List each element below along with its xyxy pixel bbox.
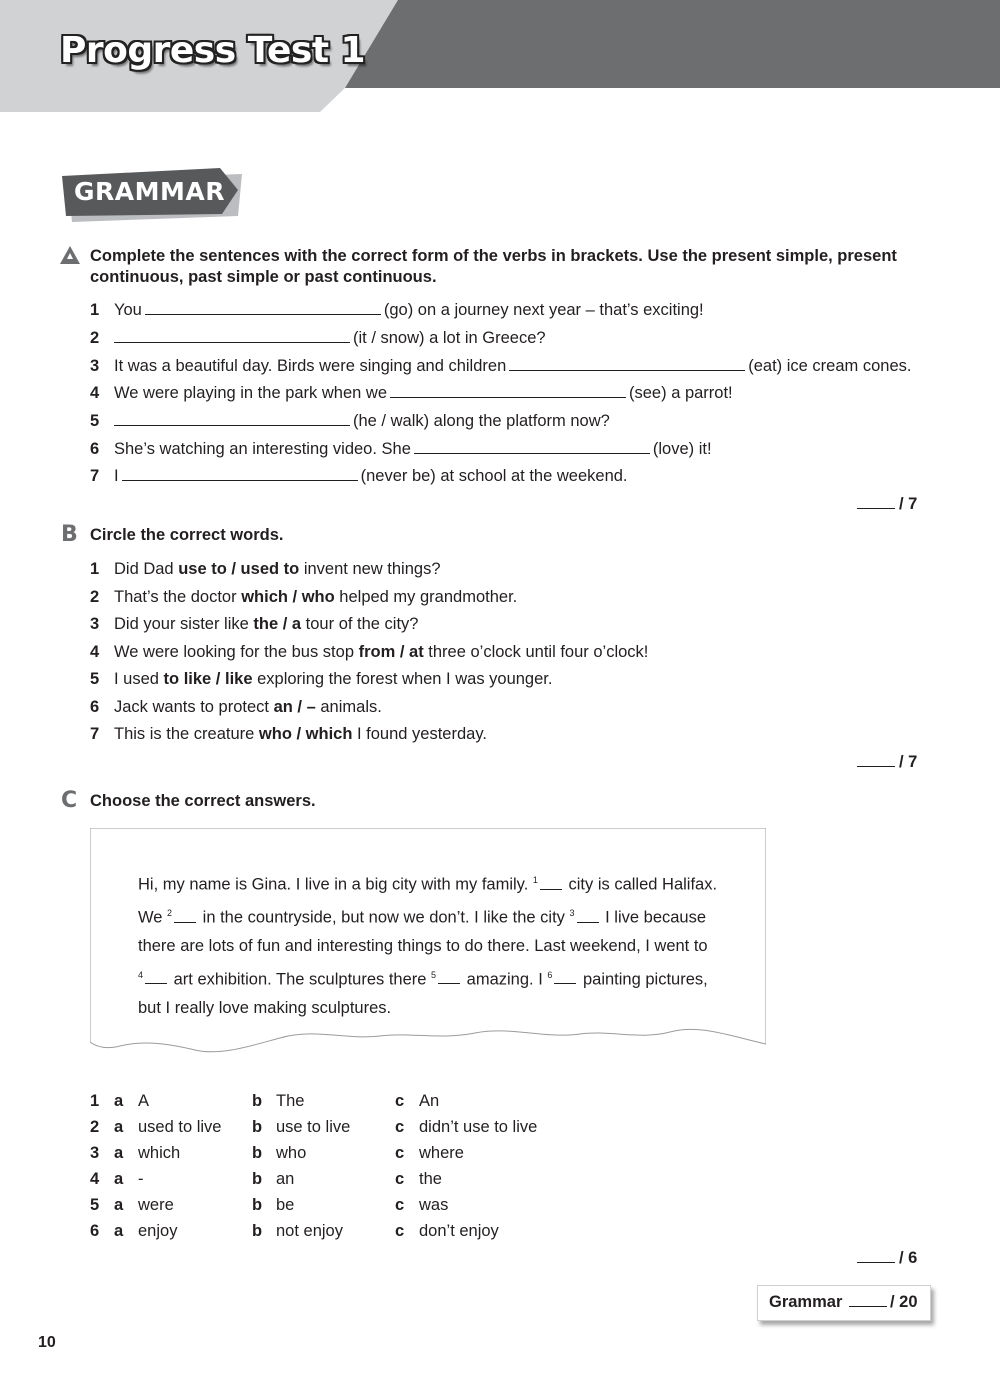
a-item-1: 1 You (go) on a journey next year – that’s exciting! — [90, 301, 704, 319]
option-c[interactable]: was — [419, 1196, 449, 1214]
answer-blank[interactable] — [114, 412, 350, 426]
answer-blank[interactable] — [122, 467, 358, 481]
a-item-2: 2 (it / snow) a lot in Greece? — [90, 329, 546, 347]
answer-blank[interactable] — [414, 440, 650, 454]
choice-options[interactable]: use to / used to — [178, 560, 300, 578]
c-option-row-2: 2 a used to live b use to live c didn’t use to live — [90, 1118, 538, 1136]
b-item-3: 3 Did your sister like the / a tour of the city? — [90, 615, 419, 633]
score-blank[interactable] — [857, 495, 895, 509]
option-b[interactable]: an — [276, 1170, 295, 1188]
option-a[interactable]: used to live — [138, 1118, 222, 1136]
choice-options[interactable]: who / which — [258, 725, 353, 743]
option-c[interactable]: An — [419, 1092, 440, 1110]
b-item-1: 1 Did Dad use to / used to invent new things? — [90, 560, 441, 578]
a-item-4: 4 We were playing in the park when we (see) a parrot! — [90, 384, 733, 402]
option-a[interactable]: - — [138, 1170, 144, 1188]
b-item-4: 4 We were looking for the bus stop from / at three o’clock until four o’clock! — [90, 643, 649, 661]
c-option-row-1: 1 a A b The c An — [90, 1092, 440, 1110]
option-a[interactable]: which — [138, 1144, 181, 1162]
page-title: Progress Test 1 — [60, 30, 366, 71]
section-c-letter: C — [61, 788, 78, 813]
choice-options[interactable]: which / who — [241, 588, 335, 606]
option-c[interactable]: the — [419, 1170, 442, 1188]
answer-blank[interactable] — [114, 329, 350, 343]
c-option-row-3: 3 a which b who c where — [90, 1144, 464, 1162]
option-b[interactable]: who — [276, 1144, 307, 1162]
option-a[interactable]: A — [138, 1092, 150, 1110]
answer-blank[interactable] — [390, 384, 626, 398]
section-a-instruction: Complete the sentences with the correct form of the verbs in brackets. Use the present simple, present continuous, past simple or past continuous. — [90, 247, 897, 286]
c-option-row-6: 6 a enjoy b not enjoy c don’t enjoy — [90, 1222, 499, 1240]
b-item-7: 7 This is the creature who / which I found yesterday. — [90, 725, 487, 743]
c-option-row-4: 4 a - b an c the — [90, 1170, 442, 1188]
b-item-6: 6 Jack wants to protect an / – animals. — [90, 698, 382, 716]
option-b[interactable]: The — [276, 1092, 305, 1110]
b-item-2: 2 That’s the doctor which / who helped my grandmother. — [90, 588, 518, 606]
a-item-5: 5 (he / walk) along the platform now? — [90, 412, 610, 430]
total-blank[interactable] — [849, 1293, 887, 1307]
section-c-score: / 6 — [857, 1249, 917, 1268]
b-item-5: 5 I used to like / like exploring the forest when I was younger. — [90, 670, 553, 688]
choice-options[interactable]: from / at — [358, 643, 424, 661]
option-b[interactable]: not enjoy — [276, 1222, 343, 1240]
option-b[interactable]: use to live — [276, 1118, 351, 1136]
option-c[interactable]: didn’t use to live — [419, 1118, 538, 1136]
option-a[interactable]: were — [138, 1196, 174, 1214]
choice-options[interactable]: to like / like — [163, 670, 253, 688]
a-item-7: 7 I (never be) at school at the weekend. — [90, 467, 628, 485]
a-item-6: 6 She’s watching an interesting video. She (love) it! — [90, 440, 712, 458]
score-blank[interactable] — [857, 1249, 895, 1263]
answer-blank[interactable] — [509, 357, 745, 371]
choice-options[interactable]: the / a — [253, 615, 302, 633]
option-a[interactable]: enjoy — [138, 1222, 178, 1240]
section-b-instruction: Circle the correct words. — [90, 526, 284, 544]
section-b-letter: B — [61, 522, 78, 547]
grammar-badge-label: GRAMMAR — [74, 177, 225, 206]
option-b[interactable]: be — [276, 1196, 295, 1214]
option-c[interactable]: don’t enjoy — [419, 1222, 499, 1240]
section-a-score: / 7 — [857, 495, 917, 514]
note-text: Hi, my name is Gina. I live in a big city with my family. $^1$ city is called Halifax. We $^2$ in the countryside, but now we don’t. I like the city $^3$ I live because there are lots of fun and interesting things to do there. Last weekend, I went to $^4$ art exhibition. The sculptures there $^5$ amazing. I $^6$ painting pictures, but I really love making sculptures. — [138, 875, 718, 1017]
choice-options[interactable]: an / – — [273, 698, 316, 716]
c-option-row-5: 5 a were b be c was — [90, 1196, 449, 1214]
option-c[interactable]: where — [419, 1144, 464, 1162]
answer-blank[interactable] — [145, 301, 381, 315]
grammar-total: Grammar / 20 — [769, 1293, 918, 1311]
a-item-3: 3 It was a beautiful day. Birds were singing and children (eat) ice cream cones. — [90, 357, 912, 375]
section-c-instruction: Choose the correct answers. — [90, 792, 316, 810]
score-blank[interactable] — [857, 753, 895, 767]
page-number: 10 — [38, 1334, 56, 1351]
section-b-score: / 7 — [857, 753, 917, 772]
section-a-icon — [60, 246, 80, 264]
